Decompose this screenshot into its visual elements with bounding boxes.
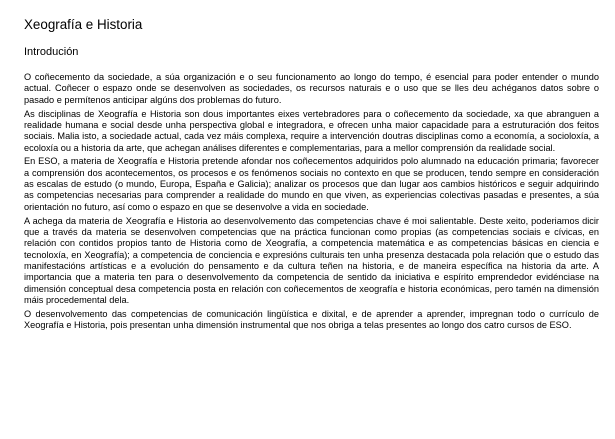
section-heading: Introdución xyxy=(24,46,79,58)
body-text xyxy=(24,72,599,332)
paragraph-2: As disciplinas de Xeografía e Historia son dous importantes eixes vertebradores para o coñecemento da sociedade, xa que abranguen a realidade humana e social desde unha perspectiva global e integradora, e ofrecen unha maior capacidade para a estruturación dos feitos sociais. Malia isto, a sociedade actual, cada vez máis complexa, require a intervención doutras disciplinas como a economía, a socioloxía, a ecoloxía ou a historia da arte, que achegan análises diferentes e complementarias, para a mellor comprensión da realidade social. xyxy=(24,108,599,153)
paragraph-5: O desenvolvemento das competencias de comunicación lingüística e dixital, e de aprender a aprender, impregnan todo o currículo de Xeografía e Historia, pois presentan unha dimensión instrumental que nos obriga a telas presentes ao longo dos catro cursos de ESO. xyxy=(24,308,599,331)
paragraph-1: O coñecemento da sociedade, a súa organización e o seu funcionamento ao longo do tempo, é esencial para poder entender o mundo actual. Coñecer o espazo onde se desenvolven as sociedades, os recursos naturais e o uso que se lles deu achéganos datos sobre o pasado e permítenos anticipar algúns dos problemas do futuro. xyxy=(24,72,599,105)
paragraph-3: En ESO, a materia de Xeografía e Historia pretende afondar nos coñecementos adquiridos polo alumnado na educación primaria; favorecer a comprensión dos acontecementos, os procesos e os fenómenos sociais no contexto en que se producen, tendo sempre en consideración as escalas de estudo (o mundo, Europa, España e Galicia); analizar os procesos que dan lugar aos cambios históricos e seguir adquirindo as competencias necesarias para comprender a realidade do mundo en que viven, as experiencias colectivas pasadas e presentes, a súa orientación no futuro, así como o espazo en que se desenvolve a vida en sociedade. xyxy=(24,156,599,212)
paragraph-4: A achega da materia de Xeografía e Historia ao desenvolvemento das competencias chave é moi salientable. Deste xeito, poderiamos dicir que a través da materia se desenvolven competencias que na práctica funcionan como propias (as competencias sociais e cívicas, en relación con contidos propios tanto de Historia como de Xeografía, a competencia matemática e as competencias básicas en ciencia e tecnoloxía, en Xeografía); a competencia de conciencia e expresións culturais ten unha presenza destacada pola relación que o estudo das manifestacións artísticas e a evolución do pensamento e da cultura teñen na historia, e de maneira específica na historia da arte. A importancia que a materia ten para o desenvolvemento da competencia de sentido da iniciativa e espírito emprendedor evidénciase na dimensión conceptual desa competencia posta en relación con coñecementos de xeografía e historia económicas, pero tamén na dimensión máis procedemental dela. xyxy=(24,215,599,306)
document-title: Xeografía e Historia xyxy=(24,17,143,32)
